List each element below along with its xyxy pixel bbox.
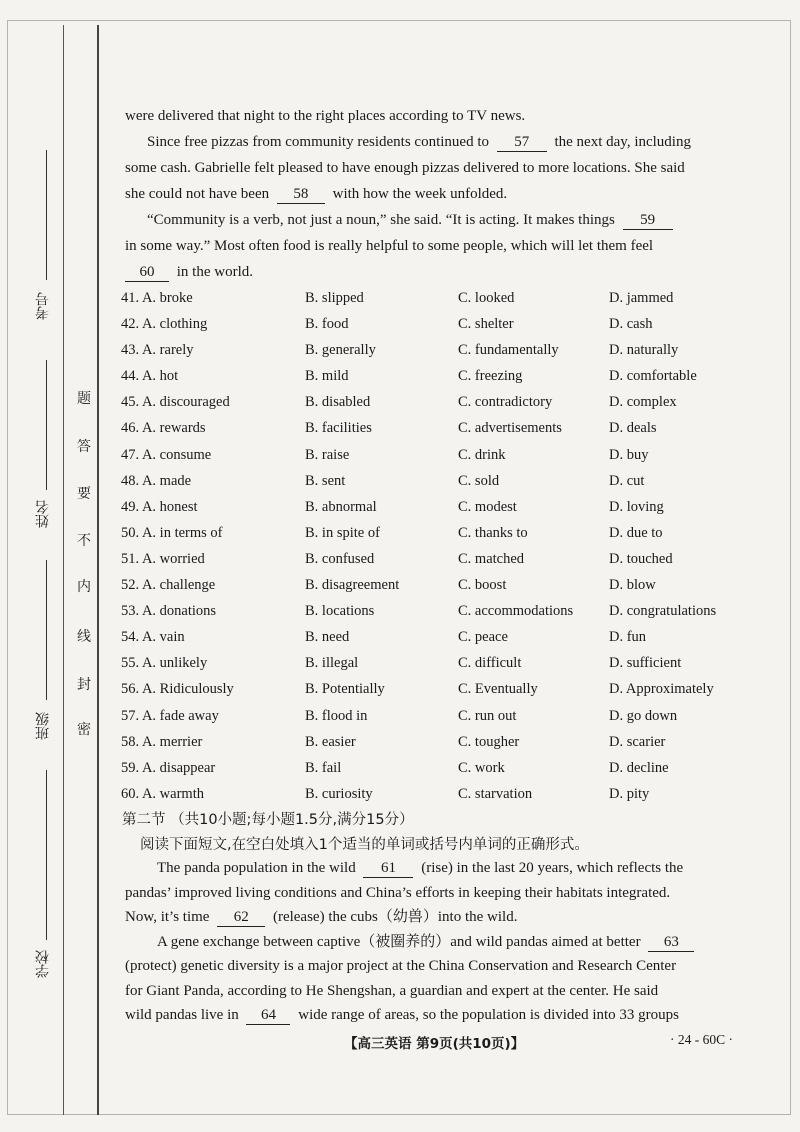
option-a (121, 734, 202, 751)
option-text: B. need (305, 629, 350, 646)
passage-line (125, 129, 743, 155)
option-c (458, 577, 506, 594)
option-text: C. shelter (458, 316, 514, 333)
option-c (458, 290, 514, 307)
option-d (609, 368, 697, 385)
option-row (121, 625, 761, 651)
option-text: B. in spite of (305, 524, 380, 541)
option-row (121, 416, 761, 442)
blank-58: 58 (277, 185, 325, 204)
option-text: B. disabled (305, 394, 371, 411)
option-b (305, 525, 380, 542)
question-number: 51. (121, 550, 140, 567)
option-c (458, 525, 528, 542)
option-c (458, 603, 573, 620)
paper-code: · 24 - 60C · (670, 1032, 733, 1047)
text: the next day, including (554, 134, 691, 150)
option-b (305, 734, 356, 751)
option-text: A. broke (141, 290, 193, 306)
option-row (121, 704, 761, 730)
option-text: A. consume (141, 446, 212, 463)
option-c (458, 368, 522, 385)
question-number: 48. (121, 472, 140, 489)
option-text: B. Potentially (305, 681, 385, 698)
option-c (458, 499, 517, 516)
passage-line (125, 1003, 743, 1028)
option-b (305, 368, 349, 385)
name-field[interactable] (46, 360, 47, 490)
exam-number-field[interactable] (46, 150, 47, 280)
school-label: 学校 (36, 950, 51, 978)
option-a (121, 368, 178, 385)
option-c (458, 734, 519, 751)
option-text: C. accommodations (458, 603, 574, 620)
page-footer: 【高三英语 第9页(共10页)】 (344, 1036, 525, 1052)
option-text: B. food (305, 316, 349, 333)
option-text: D. naturally (609, 342, 679, 359)
option-text: C. starvation (458, 785, 533, 802)
option-text: C. freezing (458, 368, 523, 385)
option-text: A. in terms of (141, 524, 223, 541)
option-b (305, 786, 373, 803)
option-text: B. slipped (305, 290, 364, 306)
option-text: D. sufficient (609, 655, 682, 672)
binding-line-outer (63, 25, 64, 1115)
option-text: D. cash (609, 316, 653, 333)
option-text: B. illegal (305, 655, 359, 672)
option-a (121, 525, 223, 542)
option-text: B. fail (305, 759, 342, 776)
passage-line (125, 930, 743, 955)
question-number: 57. (121, 707, 140, 724)
blank-60: 60 (125, 263, 169, 282)
option-b (305, 420, 372, 437)
option-d (609, 316, 653, 333)
seal-notice-char: 答 (77, 440, 91, 455)
option-row (121, 730, 761, 756)
option-a (121, 577, 215, 594)
text: wide range of areas, so the population is divided into 33 groups (298, 1007, 679, 1023)
seal-notice-char: 内 (77, 580, 91, 595)
option-row (121, 756, 761, 782)
option-row (121, 469, 761, 495)
option-c (458, 394, 552, 411)
option-text: A. hot (141, 368, 179, 385)
option-text: D. scarier (609, 733, 666, 750)
option-text: D. complex (609, 394, 677, 411)
option-d (609, 786, 649, 803)
option-b (305, 394, 370, 411)
option-row (121, 443, 761, 469)
option-text: C. thanks to (458, 524, 528, 541)
seal-notice-char: 密 (77, 723, 91, 738)
option-text: A. honest (141, 498, 198, 515)
text: she could not have been (125, 186, 270, 202)
option-text: C. tougher (458, 733, 520, 750)
option-c (458, 316, 514, 333)
option-b (305, 290, 364, 307)
option-text: C. Eventually (458, 681, 538, 698)
option-d (609, 760, 669, 777)
question-number: 43. (121, 342, 140, 359)
option-row (121, 651, 761, 677)
option-text: B. confused (305, 550, 375, 567)
option-d (609, 655, 681, 672)
option-c (458, 342, 559, 359)
option-c (458, 681, 538, 698)
option-text: B. mild (305, 368, 349, 385)
option-d (609, 473, 644, 490)
question-number: 50. (121, 524, 140, 541)
text: Since free pizzas from community residents continued to (147, 134, 489, 150)
passage-line (125, 181, 743, 207)
option-a (121, 447, 211, 464)
question-number: 56. (121, 681, 140, 698)
text: A gene exchange between captive（被圈养的）and wild pandas aimed at better (157, 933, 641, 950)
passage-line: were delivered that night to the right places according to TV news. (125, 108, 526, 124)
option-text: B. raise (305, 446, 350, 463)
option-a (121, 708, 219, 725)
option-text: A. fade away (141, 707, 219, 724)
class-field[interactable] (46, 560, 47, 700)
question-number: 49. (121, 498, 140, 515)
option-text: A. warmth (141, 785, 204, 802)
school-field[interactable] (46, 770, 47, 940)
text: wild pandas live in (125, 1007, 239, 1023)
text: in the world. (176, 264, 253, 280)
option-text: A. merrier (141, 733, 203, 750)
option-row (121, 547, 761, 573)
text: The panda population in the wild (157, 860, 356, 876)
question-number: 44. (121, 368, 140, 385)
option-d (609, 629, 646, 646)
option-a (121, 473, 191, 490)
option-b (305, 629, 349, 646)
option-text: B. easier (305, 733, 356, 750)
option-d (609, 342, 678, 359)
option-text: D. loving (609, 498, 664, 515)
option-text: C. contradictory (458, 394, 553, 411)
option-a (121, 655, 207, 672)
option-text: D. go down (609, 707, 678, 724)
option-text: B. flood in (305, 707, 368, 724)
option-d (609, 499, 664, 516)
option-d (609, 525, 663, 542)
option-c (458, 760, 505, 777)
option-text: A. Ridiculously (141, 681, 234, 698)
option-text: B. disagreement (305, 577, 400, 594)
option-row (121, 390, 761, 416)
option-text: B. abnormal (305, 498, 377, 515)
option-text: D. blow (609, 577, 656, 594)
option-text: A. clothing (141, 316, 208, 333)
option-b (305, 551, 374, 568)
seal-notice-char: 不 (77, 534, 91, 549)
option-text: C. difficult (458, 655, 522, 672)
option-d (609, 603, 716, 620)
blank-62: 62 (217, 908, 265, 927)
question-number: 53. (121, 603, 140, 620)
binding-line-inner (97, 25, 99, 1115)
option-text: D. cut (609, 472, 645, 489)
option-text: C. advertisements (458, 420, 562, 437)
question-number: 42. (121, 316, 140, 333)
option-b (305, 603, 374, 620)
question-number: 41. (121, 290, 140, 306)
passage-bottom (125, 856, 743, 1028)
question-number: 59. (121, 759, 140, 776)
option-text: D. decline (609, 759, 669, 776)
passage-line: pandas’ improved living conditions and China’s efforts in keeping their habitats integrated. (125, 884, 671, 901)
section-instruction: 阅读下面短文,在空白处填入1个适当的单词或括号内单词的正确形式。 (140, 837, 589, 853)
option-a (121, 551, 205, 568)
question-number: 52. (121, 577, 140, 594)
passage-line: (protect) genetic diversity is a major project at the China Conservation and Research Center (125, 958, 677, 974)
seal-notice-char: 题 (77, 392, 91, 407)
option-text: C. work (458, 759, 505, 776)
question-number: 46. (121, 420, 140, 437)
seal-notice-char: 封 (77, 678, 91, 693)
blank-59: 59 (623, 211, 673, 230)
option-a (121, 290, 193, 307)
option-c (458, 420, 562, 437)
blank-57: 57 (497, 133, 547, 152)
option-c (458, 447, 506, 464)
option-text: A. donations (141, 603, 217, 620)
blank-63: 63 (648, 933, 694, 952)
seal-notice-char: 要 (77, 487, 91, 502)
question-number: 60. (121, 785, 140, 802)
option-row (121, 677, 761, 703)
blank-61: 61 (363, 859, 413, 878)
option-row (121, 312, 761, 338)
option-text: C. boost (458, 577, 507, 594)
option-b (305, 708, 367, 725)
option-row (121, 338, 761, 364)
text: with how the week unfolded. (332, 186, 508, 202)
option-text: D. pity (609, 785, 650, 802)
option-d (609, 551, 673, 568)
question-number: 55. (121, 655, 140, 672)
blank-64: 64 (246, 1006, 290, 1025)
option-b (305, 473, 345, 490)
option-text: A. unlikely (141, 655, 208, 672)
option-text: B. generally (305, 342, 376, 359)
option-row (121, 521, 761, 547)
option-a (121, 603, 216, 620)
option-text: B. sent (305, 472, 346, 489)
question-number: 45. (121, 394, 140, 411)
option-text: D. touched (609, 550, 673, 567)
option-b (305, 760, 341, 777)
option-text: B. curiosity (305, 785, 373, 802)
option-a (121, 629, 185, 646)
option-text: A. rarely (141, 342, 194, 359)
option-d (609, 447, 648, 464)
option-text: D. deals (609, 420, 657, 437)
option-row (121, 599, 761, 625)
option-text: D. Approximately (609, 681, 714, 698)
option-row (121, 286, 761, 312)
option-text: C. sold (458, 472, 500, 489)
option-row (121, 573, 761, 599)
passage-line (125, 905, 743, 930)
option-d (609, 734, 665, 751)
name-label: 姓名 (36, 500, 51, 528)
text: “Community is a verb, not just a noun,” she said. “It is acting. It makes things (147, 212, 615, 228)
class-label: 班级 (36, 712, 51, 740)
question-number: 54. (121, 629, 140, 646)
question-number: 47. (121, 446, 140, 463)
option-text: A. discouraged (141, 394, 230, 411)
option-text: B. facilities (305, 420, 372, 437)
option-a (121, 786, 204, 803)
passage-line: for Giant Panda, according to He Shengshan, a guardian and expert at the center. He said (125, 982, 659, 999)
option-row (121, 364, 761, 390)
option-c (458, 551, 524, 568)
section-heading: 第二节 （共10小题;每小题1.5分,满分15分） (122, 812, 414, 828)
option-b (305, 577, 399, 594)
option-text: D. fun (609, 629, 647, 646)
option-d (609, 577, 656, 594)
option-row (121, 495, 761, 521)
option-d (609, 708, 677, 725)
option-text: C. run out (458, 707, 517, 724)
passage-line (125, 856, 743, 881)
exam-number-label: 考号 (36, 292, 51, 320)
passage-line (125, 259, 743, 285)
option-b (305, 447, 349, 464)
option-a (121, 681, 234, 698)
option-row (121, 782, 761, 808)
option-b (305, 681, 385, 698)
option-a (121, 316, 207, 333)
option-text: D. due to (609, 524, 663, 541)
passage-top (125, 103, 743, 285)
option-text: D. congratulations (609, 603, 717, 620)
option-text: B. locations (305, 603, 375, 620)
option-text: C. peace (458, 629, 508, 646)
option-text: C. modest (458, 498, 517, 515)
option-text: A. vain (141, 629, 185, 646)
options-list (121, 286, 761, 808)
option-text: D. jammed (609, 290, 674, 306)
option-a (121, 499, 198, 516)
option-a (121, 760, 215, 777)
option-a (121, 342, 193, 359)
option-d (609, 394, 677, 411)
option-text: D. comfortable (609, 368, 697, 385)
option-d (609, 420, 657, 437)
text: (release) the cubs（幼兽）into the wild. (272, 909, 518, 925)
passage-line: some cash. Gabrielle felt pleased to have enough pizzas delivered to more locations. She said (125, 160, 685, 176)
passage-line (125, 207, 743, 233)
option-text: C. drink (458, 446, 506, 463)
option-c (458, 629, 508, 646)
option-d (609, 681, 714, 698)
option-a (121, 420, 206, 437)
option-text: C. looked (458, 290, 515, 306)
option-text: D. buy (609, 446, 649, 463)
option-b (305, 655, 358, 672)
option-c (458, 786, 532, 803)
option-d (609, 290, 673, 307)
option-text: A. disappear (141, 759, 216, 776)
option-text: A. made (141, 472, 192, 489)
option-text: A. rewards (141, 420, 206, 437)
option-c (458, 473, 499, 490)
option-text: A. worried (141, 550, 205, 567)
option-a (121, 394, 230, 411)
option-text: C. matched (458, 550, 525, 567)
question-number: 58. (121, 733, 140, 750)
option-b (305, 316, 349, 333)
option-c (458, 655, 521, 672)
option-b (305, 499, 377, 516)
passage-line: in some way.” Most often food is really helpful to some people, which will let them feel (125, 238, 654, 254)
text: Now, it’s time (125, 909, 210, 925)
option-text: A. challenge (141, 577, 216, 594)
text: (rise) in the last 20 years, which reflects the (421, 860, 684, 876)
seal-notice-char: 线 (77, 630, 91, 645)
option-text: C. fundamentally (458, 342, 559, 359)
option-b (305, 342, 376, 359)
option-c (458, 708, 516, 725)
